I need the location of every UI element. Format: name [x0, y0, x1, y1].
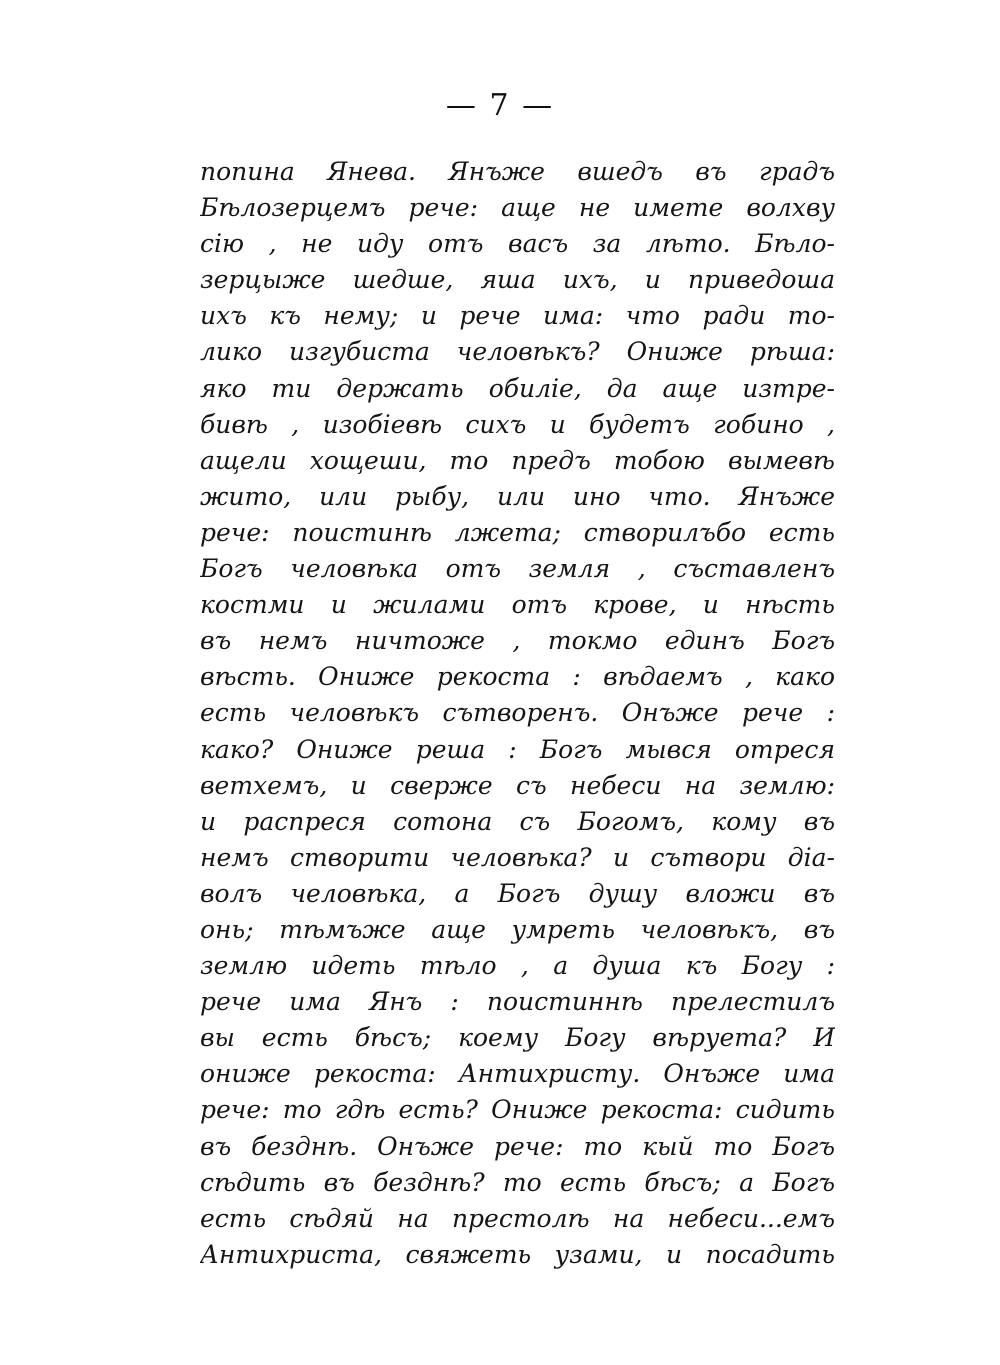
text-line: ащели хощеши, то предъ тобою вымевѣ	[200, 445, 835, 475]
text-line: Бѣлозерцемъ рече: аще не имете волхву	[200, 193, 835, 223]
text-line: ихъ къ нему; и рече има: что ради то-	[200, 301, 835, 331]
text-line: яко ти держать обиліе, да аще изтре-	[200, 373, 835, 403]
text-line: жито, или рыбу, или ино что. Янъже	[200, 481, 835, 511]
text-line: сѣдить въ безднѣ? то есть бѣсъ; а Богъ	[200, 1167, 835, 1197]
text-line: попина Янева. Янъже вшедъ въ градъ	[200, 157, 835, 186]
text-line: вы есть бѣсъ; коему Богу вѣруета? И	[200, 1023, 835, 1053]
text-line: ониже рекоста: Антихристу. Онъже има	[200, 1059, 835, 1089]
text-line: костми и жилами отъ крове, и нѣсть	[200, 590, 835, 620]
text-line: рече има Янъ : поистиннѣ прелестилъ	[200, 987, 835, 1017]
text-line: зерцыже шедше, яша ихъ, и приведоша	[200, 265, 835, 295]
text-line: въ немъ ничтоже , токмо единъ Богъ	[200, 626, 835, 656]
text-line: како? Ониже реша : Богъ мывся отреся	[200, 734, 835, 764]
text-line: есть сѣдяй на престолѣ на небеси...емъ	[200, 1203, 835, 1233]
text-line: онь; тѣмъже аще умреть человѣкъ, въ	[200, 914, 835, 944]
text-line: вѣсть. Ониже рекоста : вѣдаемъ , како	[200, 662, 835, 692]
text-line: ветхемъ, и сверже съ небеси на землю:	[200, 770, 835, 800]
text-line: и распреся сотона съ Богомъ, кому въ	[200, 806, 835, 836]
text-line: есть человѣкъ сътворенъ. Онъже рече :	[200, 698, 835, 728]
text-line: сію , не иду отъ васъ за лѣто. Бѣло-	[200, 229, 835, 259]
page-number: — 7 —	[445, 88, 555, 123]
text-line: Антихриста, свяжеть узами, и посадить	[200, 1239, 835, 1269]
text-line: землю идеть тѣло , а душа къ Богу :	[200, 951, 835, 981]
text-line: бивѣ , изобіевѣ сихъ и будетъ гобино ,	[200, 409, 835, 439]
text-line: волъ человѣка, а Богъ душу вложи въ	[200, 878, 835, 908]
body-text	[200, 154, 835, 1273]
text-line: немъ створити человѣка? и сътвори діа-	[200, 842, 835, 872]
text-line: въ безднѣ. Онъже рече: то кый то Богъ	[200, 1131, 835, 1161]
text-line: Богъ человѣка отъ земля , съставленъ	[200, 554, 835, 584]
text-line: рече: то гдѣ есть? Ониже рекоста: сидить	[200, 1095, 835, 1125]
text-line: лико изгубиста человѣкъ? Ониже рѣша:	[200, 337, 835, 367]
text-line: рече: поистинѣ лжета; створилъбо есть	[200, 517, 835, 547]
